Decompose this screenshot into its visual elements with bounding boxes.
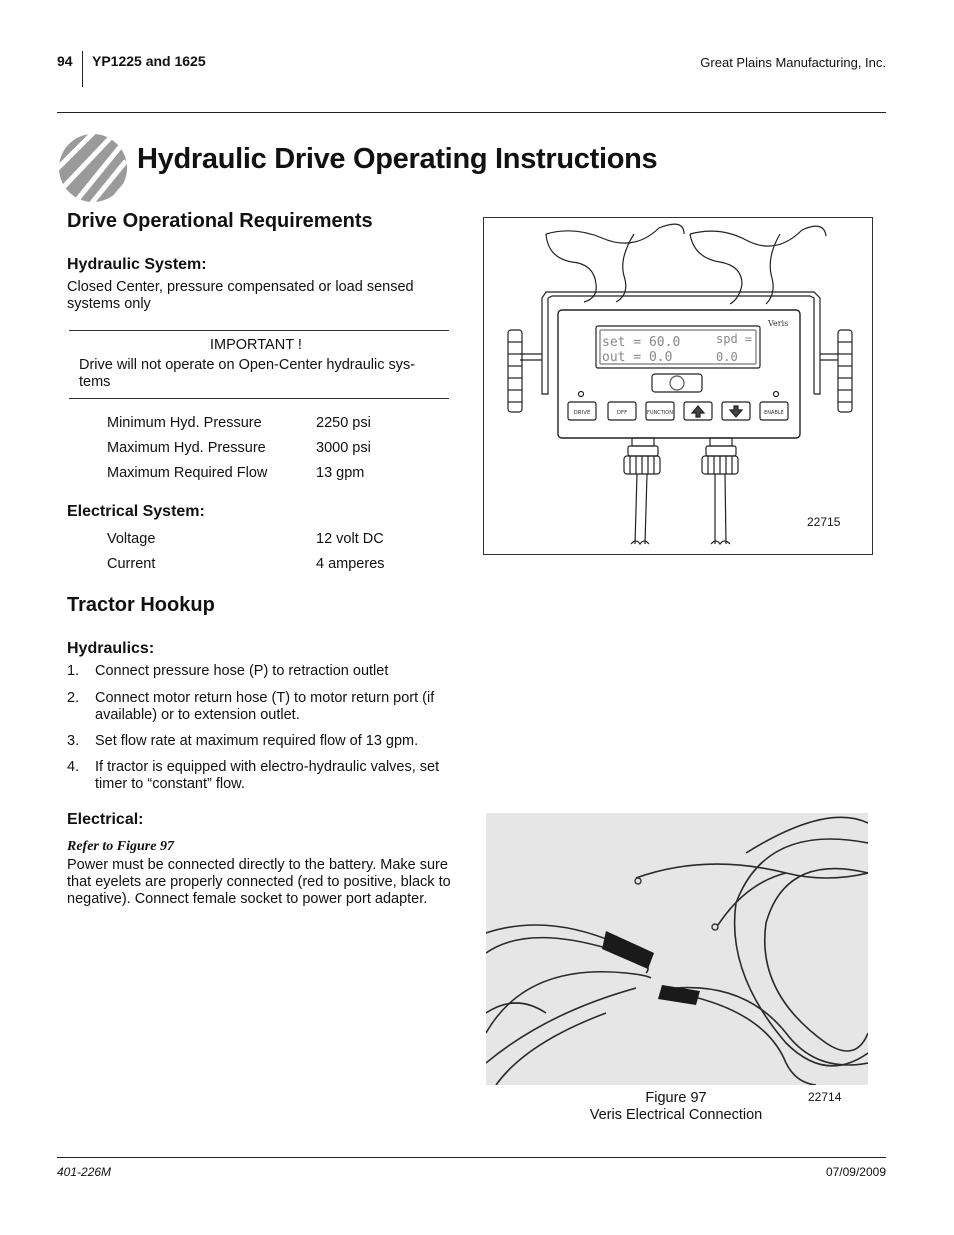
footer-rule [57, 1157, 886, 1158]
figure-97-label: Figure 97 [645, 1090, 707, 1106]
hydraulic-system-heading: Hydraulic System: [67, 256, 207, 273]
step-number: 2. [67, 690, 80, 706]
photo-id: 22714 [808, 1090, 842, 1104]
electrical-heading: Electrical: [67, 811, 144, 828]
step-number: 4. [67, 759, 80, 775]
step-text: Connect motor return hose (T) to motor return port (if available) or to extension outlet. [95, 690, 435, 723]
document-number: 401-226M [57, 1165, 112, 1179]
step-text: If tractor is equipped with electro-hydraulic valves, set timer to “constant” flow. [95, 759, 440, 792]
spec-label: Maximum Required Flow [107, 465, 268, 481]
page-number: 94 [57, 53, 73, 69]
spec-value: 2250 psi [316, 415, 371, 431]
important-label: IMPORTANT ! [210, 337, 302, 353]
figure-97-caption: Veris Electrical Connection [589, 1107, 763, 1123]
important-top-rule [69, 330, 449, 331]
electrical-system-heading: Electrical System: [67, 503, 205, 520]
header-rule [57, 112, 886, 113]
spec-label: Current [107, 556, 156, 572]
lcd-spd-value: 0.0 [716, 350, 738, 364]
brand-label: Veris [768, 319, 789, 328]
page-title: Hydraulic Drive Operating Instructions [137, 143, 658, 175]
spec-value: 13 gpm [316, 465, 365, 481]
hydraulic-system-text: Closed Center, pressure compensated or load sensed systems only [67, 279, 414, 312]
document-date: 07/09/2009 [825, 1165, 886, 1179]
step-number: 1. [67, 663, 80, 679]
spec-value: 4 amperes [316, 556, 385, 572]
step-text: Set flow rate at maximum required flow of 13 gpm. [95, 733, 419, 749]
company-name: Great Plains Manufacturing, Inc. [700, 55, 886, 70]
section-heading-requirements: Drive Operational Requirements [67, 210, 373, 232]
electrical-text: Power must be connected directly to the battery. Make sure that eyelets are properly connected (red to positive, black to negative). Connect female socket to power port adapter. [67, 857, 451, 907]
lcd-set-text: set = 60.0 [602, 335, 681, 350]
figure-reference: Refer to Figure 97 [67, 839, 174, 854]
header-divider [82, 51, 83, 87]
spec-label: Voltage [107, 531, 156, 547]
spec-value: 12 volt DC [316, 531, 384, 547]
section-heading-tractor-hookup: Tractor Hookup [67, 594, 215, 616]
spec-label: Minimum Hyd. Pressure [107, 415, 262, 431]
great-plains-logo-icon [58, 133, 128, 203]
lcd-out-text: out = 0.0 [602, 350, 673, 365]
spec-value: 3000 psi [316, 440, 371, 456]
button-label-function: FUNCTION [647, 410, 673, 416]
cable-photo-drawing [486, 813, 868, 1085]
controller-figure [483, 217, 873, 555]
button-label-off: OFF [616, 410, 628, 416]
step-number: 3. [67, 733, 80, 749]
important-text: Drive will not operate on Open-Center hydraulic sys-tems [79, 357, 416, 390]
controller-drawing [484, 218, 872, 554]
cable-photo [486, 813, 868, 1085]
hydraulics-heading: Hydraulics: [67, 640, 155, 657]
important-bottom-rule [69, 398, 449, 399]
button-label-enable: ENABLE [764, 410, 784, 416]
button-label-drive: DRIVE [573, 410, 591, 416]
model-name: YP1225 and 1625 [92, 53, 206, 69]
spec-label: Maximum Hyd. Pressure [107, 440, 266, 456]
figure-id: 22715 [807, 515, 841, 529]
lcd-spd-text: spd = [716, 332, 753, 346]
step-text: Connect pressure hose (P) to retraction outlet [95, 663, 389, 679]
